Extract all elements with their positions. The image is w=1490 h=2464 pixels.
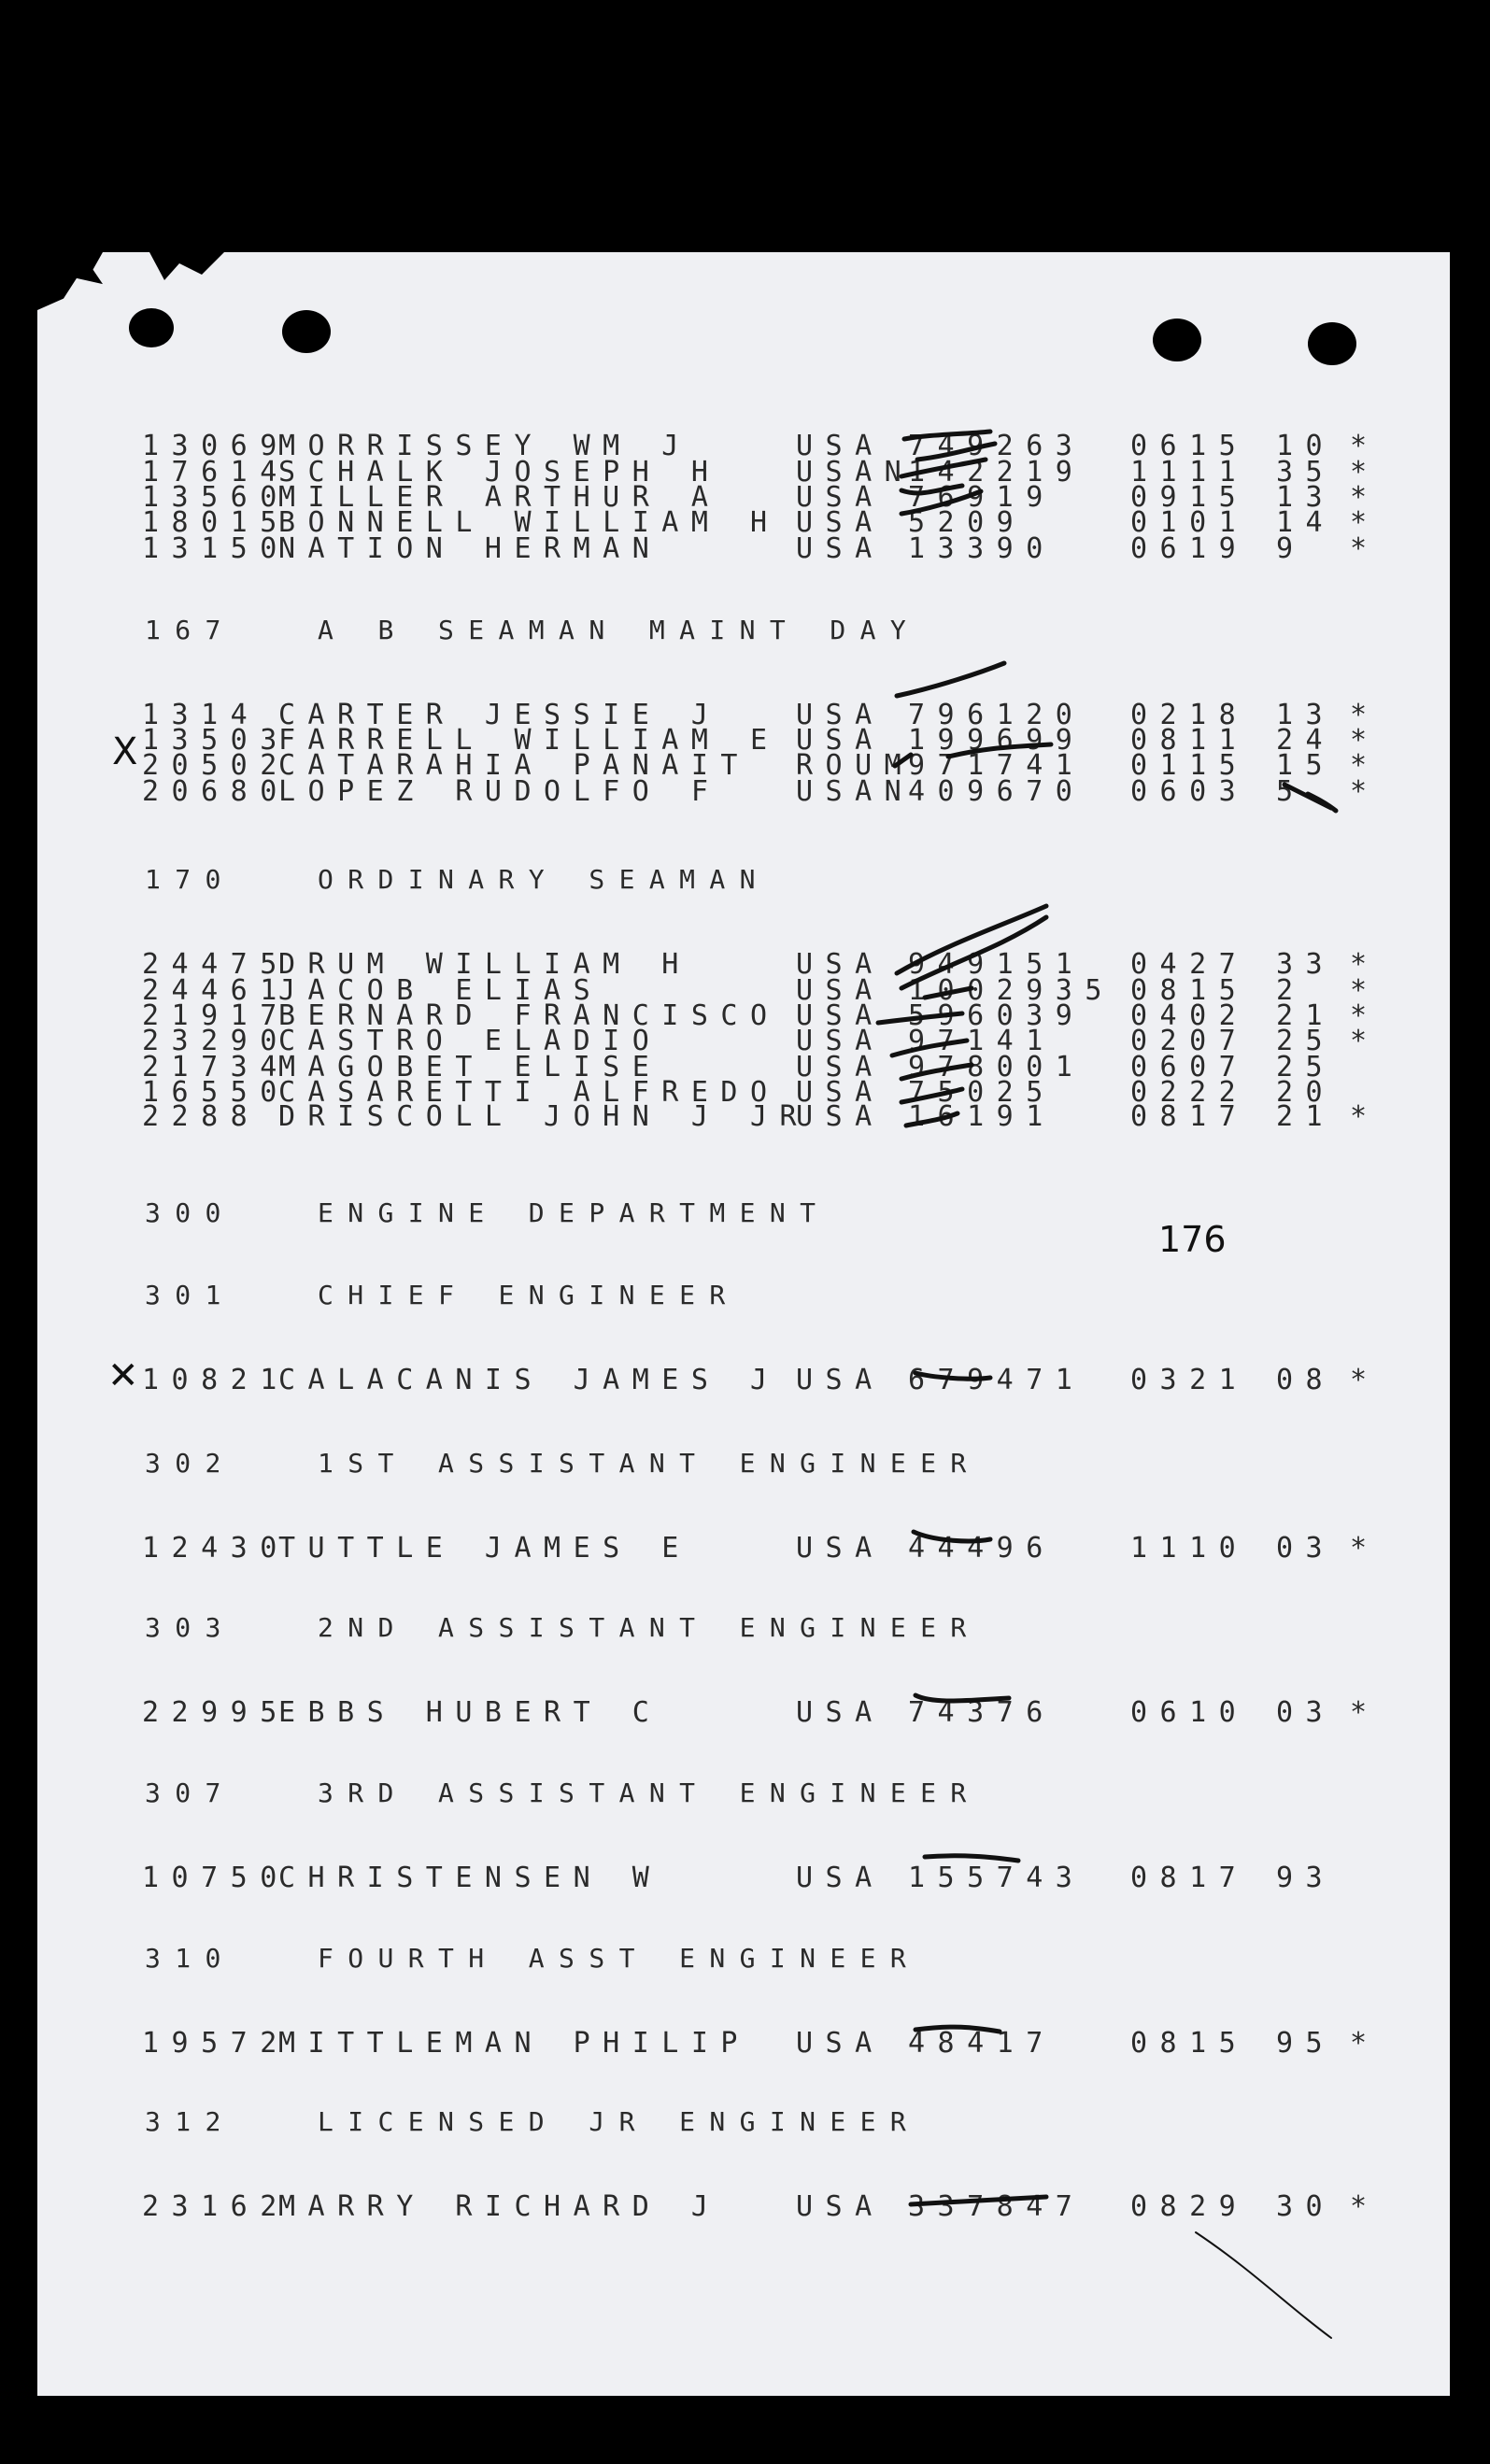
crew-num: 13069 <box>142 430 290 462</box>
crew-nat: USA <box>796 974 885 1007</box>
crew-nat: USA <box>796 430 885 462</box>
crew-mark: * <box>1350 948 1380 981</box>
diagonal-mark <box>1196 2232 1331 2338</box>
crew-cert: 76919 <box>908 481 1056 514</box>
rating-title: CHIEF ENGINEER <box>318 1280 740 1310</box>
crew-nat: USA <box>796 532 885 565</box>
crew-name: DRUM WILLIAM H <box>278 948 691 981</box>
crew-x: 30 <box>1276 2190 1336 2223</box>
crew-nat: USA <box>796 699 885 731</box>
check-stroke <box>925 988 972 998</box>
crew-date: 0607 <box>1130 1051 1249 1083</box>
crew-name: FARRELL WILLIAM E <box>278 724 780 757</box>
rating-code: 302 <box>145 1448 235 1479</box>
check-stroke <box>915 1373 990 1379</box>
crew-name: MILLER ARTHUR A <box>278 481 721 514</box>
crew-date: 1111 <box>1130 456 1249 489</box>
margin-x-mark: X <box>112 730 138 773</box>
check-stroke <box>904 432 990 439</box>
crew-cert: 679471 <box>908 1364 1086 1396</box>
crew-date: 0615 <box>1130 430 1249 462</box>
crew-cert: 749263 <box>908 430 1086 462</box>
crew-num: 2288 <box>142 1100 261 1133</box>
crew-nat: USA <box>796 2027 885 2060</box>
crew-date: 0402 <box>1130 999 1249 1032</box>
crew-mark: * <box>1350 1100 1380 1133</box>
crew-num: 17614 <box>142 456 290 489</box>
crew-num: 21917 <box>142 999 290 1032</box>
crew-mark: * <box>1350 506 1380 539</box>
crew-name: SCHALK JOSEPH H <box>278 456 721 489</box>
rating-title: A B SEAMAN MAINT DAY <box>318 615 921 645</box>
crew-name: MARRY RICHARD J <box>278 2190 721 2223</box>
crew-name: CASTRO ELADIO <box>278 1025 662 1057</box>
check-stroke <box>914 1532 990 1541</box>
check-stroke <box>897 663 1004 696</box>
crew-x: 25 <box>1276 1051 1336 1083</box>
crew-cert: 155743 <box>908 1862 1086 1894</box>
check-stroke <box>878 1013 962 1023</box>
crew-x: 9 <box>1276 532 1306 565</box>
crew-date: 0603 <box>1130 775 1249 808</box>
rating-title: 1ST ASSISTANT ENGINEER <box>318 1448 981 1479</box>
crew-cert: 97141 <box>908 1025 1056 1057</box>
crew-x: 08 <box>1276 1364 1336 1396</box>
crew-mark: * <box>1350 2190 1380 2223</box>
check-stroke <box>915 1695 1009 1701</box>
crew-nat: USA <box>796 999 885 1032</box>
crew-name: TUTTLE JAMES E <box>278 1532 691 1565</box>
crew-x: 20 <box>1276 1076 1336 1109</box>
crew-name: MORRISSEY WM J <box>278 430 691 462</box>
check-stroke <box>906 1113 958 1126</box>
crew-cert: 75025 <box>908 1076 1056 1109</box>
rating-title: ORDINARY SEAMAN <box>318 864 770 895</box>
crew-name: LOPEZ RUDOLFO F <box>278 775 721 808</box>
crew-name: BERNARD FRANCISCO <box>278 999 780 1032</box>
crew-cert: 1002935 <box>908 974 1114 1007</box>
crew-nat: USAN <box>796 775 915 808</box>
check-stroke <box>948 744 1051 757</box>
crew-mark: * <box>1350 1364 1380 1396</box>
crew-x: 95 <box>1276 2027 1336 2060</box>
check-stroke <box>915 2027 1000 2032</box>
crew-name: CARTER JESSIE J <box>278 699 721 731</box>
crew-date: 0427 <box>1130 948 1249 981</box>
crew-date: 0915 <box>1130 481 1249 514</box>
crew-x: 2 <box>1276 974 1306 1007</box>
crew-name: DRISCOLL JOHN J JR <box>278 1100 810 1133</box>
crew-cert: 199699 <box>908 724 1086 757</box>
crew-x: 35 <box>1276 456 1336 489</box>
crew-cert: 409670 <box>908 775 1086 808</box>
crew-x: 10 <box>1276 430 1336 462</box>
crew-name: CATARAHIA PANAIT <box>278 749 750 782</box>
crew-mark: * <box>1350 2027 1380 2060</box>
crew-nat: USA <box>796 724 885 757</box>
crew-mark: * <box>1350 724 1380 757</box>
crew-nat: USA <box>796 1532 885 1565</box>
crew-date: 0321 <box>1130 1364 1249 1396</box>
crew-cert: 796120 <box>908 699 1086 731</box>
crew-nat: USAN <box>796 456 915 489</box>
crew-date: 0222 <box>1130 1076 1249 1109</box>
crew-name: EBBS HUBERT C <box>278 1696 662 1729</box>
check-stroke <box>901 1089 962 1102</box>
crew-num: 23162 <box>142 2190 290 2223</box>
crew-num: 24461 <box>142 974 290 1007</box>
rating-code: 312 <box>145 2106 235 2137</box>
crew-x: 24 <box>1276 724 1336 757</box>
crew-num: 23290 <box>142 1025 290 1057</box>
rating-code: 170 <box>145 864 235 895</box>
crew-date: 0817 <box>1130 1100 1249 1133</box>
crew-num: 12430 <box>142 1532 290 1565</box>
crew-mark: * <box>1350 775 1380 808</box>
check-stroke <box>901 1065 972 1079</box>
crew-num: 16550 <box>142 1076 290 1109</box>
crew-x: 03 <box>1276 1696 1336 1729</box>
rating-title: FOURTH ASST ENGINEER <box>318 1943 921 1974</box>
crew-cert: 74376 <box>908 1696 1056 1729</box>
crew-date: 0218 <box>1130 699 1249 731</box>
crew-cert: 337847 <box>908 2190 1086 2223</box>
rating-code: 300 <box>145 1197 235 1228</box>
crew-date: 0101 <box>1130 506 1249 539</box>
crew-num: 20502 <box>142 749 290 782</box>
check-stroke <box>897 906 1046 973</box>
crew-cert: 596039 <box>908 999 1086 1032</box>
rating-code: 307 <box>145 1777 235 1808</box>
crew-name: CASARETTI ALFREDO <box>278 1076 780 1109</box>
crew-name: MAGOBET ELISE <box>278 1051 662 1083</box>
crew-cert: 16191 <box>908 1100 1056 1133</box>
check-stroke <box>901 917 1046 988</box>
crew-nat: USA <box>796 1364 885 1396</box>
crew-num: 20680 <box>142 775 290 808</box>
crew-date: 0610 <box>1130 1696 1249 1729</box>
crew-mark: * <box>1350 430 1380 462</box>
crew-date: 0619 <box>1130 532 1249 565</box>
crew-num: 10750 <box>142 1862 290 1894</box>
rating-title: ENGINE DEPARTMENT <box>318 1197 830 1228</box>
crew-nat: USA <box>796 1076 885 1109</box>
crew-num: 10821 <box>142 1364 290 1396</box>
page-number: 176 <box>1158 1219 1227 1260</box>
check-stroke <box>901 486 962 493</box>
crew-name: MITTLEMAN PHILIP <box>278 2027 750 2060</box>
document-page <box>37 252 1450 2396</box>
crew-x: 13 <box>1276 699 1336 731</box>
crew-nat: USA <box>796 1696 885 1729</box>
check-stroke <box>911 2197 1046 2204</box>
crew-date: 0115 <box>1130 749 1249 782</box>
crew-x: 93 <box>1276 1862 1336 1894</box>
crew-mark: * <box>1350 999 1380 1032</box>
crew-x: 33 <box>1276 948 1336 981</box>
crew-num: 21734 <box>142 1051 290 1083</box>
crew-x: 21 <box>1276 1100 1336 1133</box>
check-stroke <box>901 460 986 476</box>
crew-name: CHRISTENSEN W <box>278 1862 662 1894</box>
crew-num: 1314 <box>142 699 261 731</box>
crew-num: 24475 <box>142 948 290 981</box>
crew-nat: USA <box>796 1025 885 1057</box>
check-stroke <box>895 755 911 766</box>
rating-title: LICENSED JR ENGINEER <box>318 2106 921 2137</box>
crew-mark: * <box>1350 1025 1380 1057</box>
crew-num: 13150 <box>142 532 290 565</box>
crew-cert: 949151 <box>908 948 1086 981</box>
crew-num: 19572 <box>142 2027 290 2060</box>
crew-date: 1110 <box>1130 1532 1249 1565</box>
crew-x: 5 <box>1276 775 1306 808</box>
crew-mark: * <box>1350 456 1380 489</box>
crew-date: 0829 <box>1130 2190 1249 2223</box>
check-stroke <box>1284 785 1336 811</box>
handwritten-checkmarks <box>37 252 1450 2396</box>
crew-cert: 978001 <box>908 1051 1086 1083</box>
crew-nat: USA <box>796 2190 885 2223</box>
crew-x: 13 <box>1276 481 1336 514</box>
crew-nat: USA <box>796 1862 885 1894</box>
rating-code: 310 <box>145 1943 235 1974</box>
crew-nat: USA <box>796 481 885 514</box>
crew-nat: USA <box>796 506 885 539</box>
crew-cert: 48417 <box>908 2027 1056 2060</box>
crew-mark: * <box>1350 532 1380 565</box>
crew-x: 25 <box>1276 1025 1336 1057</box>
crew-name: BONNELL WILLIAM H <box>278 506 780 539</box>
crew-nat: USA <box>796 1051 885 1083</box>
crew-x: 21 <box>1276 999 1336 1032</box>
check-stroke <box>892 1041 967 1055</box>
crew-name: NATION HERMAN <box>278 532 662 565</box>
crew-date: 0815 <box>1130 974 1249 1007</box>
crew-cert: 5209 <box>908 506 1027 539</box>
crew-nat: ROUM <box>796 749 915 782</box>
crew-mark: * <box>1350 1532 1380 1565</box>
check-stroke <box>917 444 995 460</box>
crew-name: CALACANIS JAMES J <box>278 1364 780 1396</box>
crew-mark: * <box>1350 974 1380 1007</box>
crew-mark: * <box>1350 699 1380 731</box>
crew-mark: * <box>1350 481 1380 514</box>
rating-code: 167 <box>145 615 235 645</box>
margin-cross-mark: ✕ <box>107 1354 139 1397</box>
crew-date: 0817 <box>1130 1862 1249 1894</box>
crew-date: 0207 <box>1130 1025 1249 1057</box>
crew-cert: 142219 <box>908 456 1086 489</box>
crew-x: 15 <box>1276 749 1336 782</box>
crew-x: 14 <box>1276 506 1336 539</box>
crew-nat: USA <box>796 1100 885 1133</box>
crew-mark: * <box>1350 749 1380 782</box>
crew-name: JACOB ELIAS <box>278 974 603 1007</box>
crew-num: 22995 <box>142 1696 290 1729</box>
crew-date: 0811 <box>1130 724 1249 757</box>
rating-code: 301 <box>145 1280 235 1310</box>
crew-cert: 44496 <box>908 1532 1056 1565</box>
crew-nat: USA <box>796 948 885 981</box>
crew-num: 13560 <box>142 481 290 514</box>
crew-mark: * <box>1350 1696 1380 1729</box>
rating-code: 303 <box>145 1612 235 1643</box>
crew-date: 0815 <box>1130 2027 1249 2060</box>
crew-cert: 971741 <box>908 749 1086 782</box>
crew-num: 18015 <box>142 506 290 539</box>
rating-title: 3RD ASSISTANT ENGINEER <box>318 1777 981 1808</box>
crew-num: 13503 <box>142 724 290 757</box>
crew-cert: 13390 <box>908 532 1056 565</box>
crew-x: 03 <box>1276 1532 1336 1565</box>
rating-title: 2ND ASSISTANT ENGINEER <box>318 1612 981 1643</box>
check-stroke <box>925 1856 1018 1861</box>
